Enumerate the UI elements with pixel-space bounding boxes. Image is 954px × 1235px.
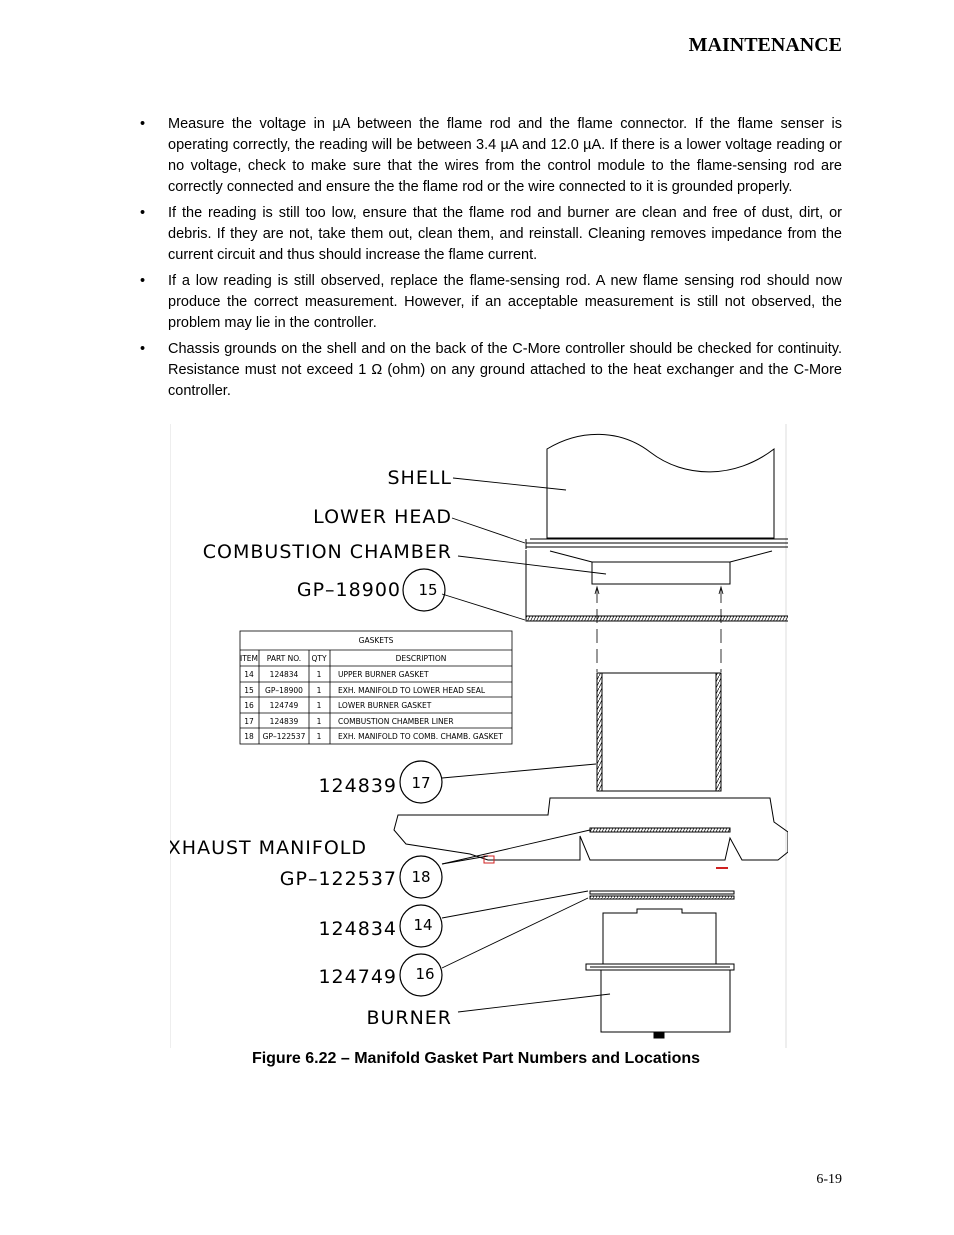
label-124839: 124839 (318, 775, 397, 797)
burner-gaskets (590, 891, 734, 899)
table-cell: 18 (244, 732, 254, 741)
table-cell: 124839 (269, 717, 299, 726)
table-title: GASKETS (358, 636, 394, 645)
table-cell: 15 (244, 686, 254, 695)
lower-head-part (526, 550, 788, 621)
bullet-list (140, 114, 842, 407)
table-cell: 17 (244, 717, 254, 726)
bullet-icon: • (140, 116, 146, 132)
label-lower-head: LOWER HEAD (313, 506, 452, 528)
table-cell: 1 (316, 717, 322, 726)
label-124834: 124834 (318, 918, 397, 940)
list-item (140, 203, 842, 266)
table-cell: 1 (316, 670, 322, 679)
bullet-icon: • (140, 273, 146, 289)
liner-part (597, 673, 721, 791)
table-cell: 1 (316, 701, 322, 710)
page-number: 6-19 (816, 1172, 842, 1187)
table-cell: GP–122537 (262, 732, 306, 741)
callout-15-text: 15 (418, 581, 438, 599)
table-cell: 1 (316, 686, 322, 695)
table-header: DESCRIPTION (395, 654, 447, 663)
label-124749: 124749 (318, 966, 397, 988)
table-cell: EXH. MANIFOLD TO COMB. CHAMB. GASKET (338, 732, 503, 741)
bullet-text: If a low reading is still observed, replace the flame-sensing rod. A new flame sensing rod should now produce the correct measurement. However, if an acceptable measurement is still not observed, the problem may lie in the controller. (168, 273, 842, 331)
bullet-text: If the reading is still too low, ensure that the flame rod and burner are clean and free of dust, dirt, or debris. If they are not, take them out, clean them, and reinstall. Cleaning removes impedance from the current circuit and thus should increase the flame current. (168, 205, 842, 263)
exhaust-manifold-part (394, 798, 788, 868)
label-shell: SHELL (387, 467, 452, 489)
list-item (140, 271, 842, 334)
burner-part (586, 909, 734, 1038)
list-item (140, 339, 842, 402)
list-item (140, 114, 842, 198)
bullet-text: Measure the voltage in µA between the flame rod and the flame connector. If the flame senser is operating correctly, the reading will be between 3.4 µA and 12.0 µA. If there is a lower voltage reading or no voltage, check to make sure that the wires from the control module to the flame-sensing rod are correctly connected and ensure the the flame rod or the wire connected to it is grounded properly. (168, 116, 842, 195)
callout-18-text: 18 (411, 868, 431, 886)
bullet-icon: • (140, 341, 146, 357)
table-cell: 124749 (269, 701, 299, 710)
callout-14-text: 14 (413, 916, 433, 934)
table-cell: 16 (244, 701, 254, 710)
figure-caption: Figure 6.22 – Manifold Gasket Part Numbers and Locations (251, 1050, 701, 1067)
callout-16-text: 16 (415, 965, 435, 983)
table-cell: 14 (244, 670, 254, 679)
table-cell: GP–18900 (265, 686, 303, 695)
label-burner: BURNER (366, 1007, 452, 1029)
label-gp-18900: GP–18900 (296, 579, 401, 601)
shell-part (526, 434, 788, 549)
table-cell: COMBUSTION CHAMBER LINER (338, 717, 454, 726)
label-gp-122537: GP–122537 (279, 868, 397, 890)
table-cell: UPPER BURNER GASKET (338, 670, 429, 679)
table-cell: 1 (316, 732, 322, 741)
callout-17-text: 17 (411, 774, 431, 792)
gasket-diagram (170, 424, 788, 1048)
table-header: QTY (311, 654, 327, 663)
label-combustion-chamber: COMBUSTION CHAMBER (202, 541, 452, 563)
table-cell: LOWER BURNER GASKET (338, 701, 432, 710)
section-title: MAINTENANCE (688, 34, 842, 56)
bullet-icon: • (140, 205, 146, 221)
bullet-text: Chassis grounds on the shell and on the back of the C-More controller should be checked for continuity. Resistance must not exceed 1 Ω (ohm) on any ground attached to the heat exchanger and the C-More controller. (168, 341, 842, 399)
table-header: PART NO. (266, 654, 302, 663)
table-header: ITEM (239, 654, 259, 663)
table-cell: 124834 (269, 670, 299, 679)
label-exhaust-manifold: EXHAUST MANIFOLD (170, 837, 367, 859)
table-cell: EXH. MANIFOLD TO LOWER HEAD SEAL (338, 686, 486, 695)
